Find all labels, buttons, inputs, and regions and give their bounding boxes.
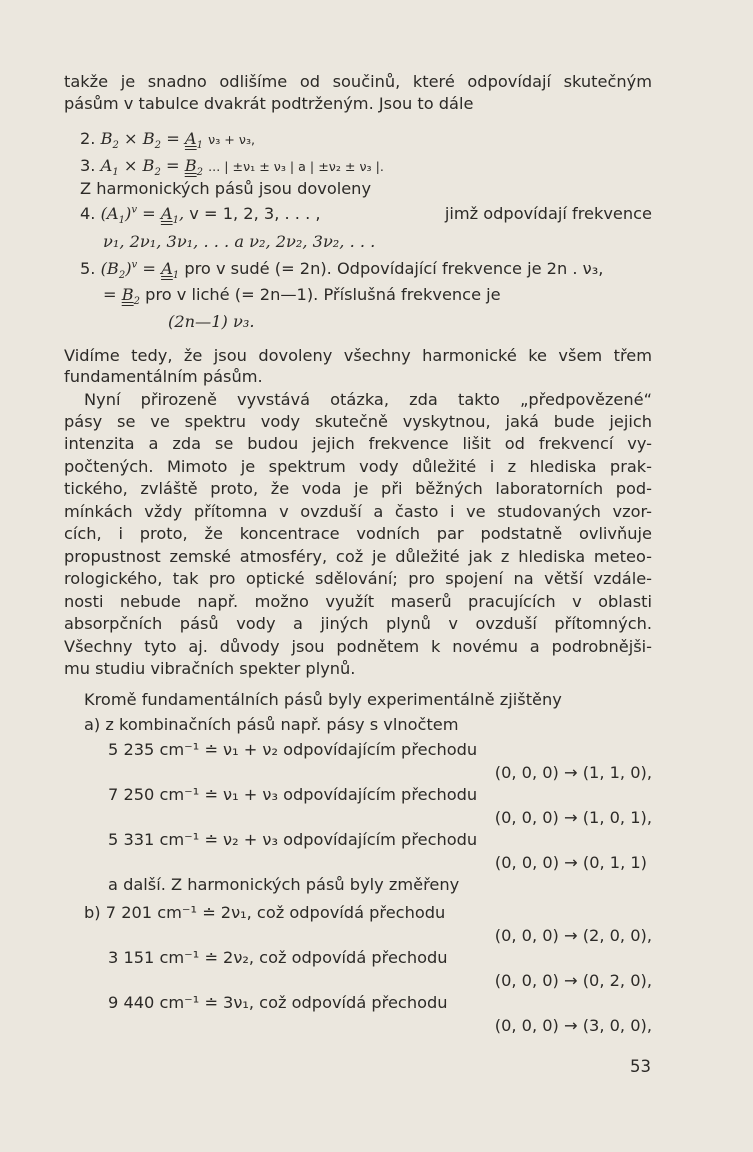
para3: Kromě fundamentálních pásů byly experimentálně zjištěny xyxy=(84,690,562,709)
para2-line: cích, i proto, že koncentrace vodních par podstatně ovlivňuje xyxy=(64,524,652,543)
item-a-label: a) xyxy=(84,715,101,734)
para2-line: Všechny tyto aj. důvody jsou podnětem k novému a podrobnějši- xyxy=(64,637,652,656)
item-b-entry-1-text: 7 201 cm⁻¹ ≐ 2ν₁, což odpovídá přechodu xyxy=(105,903,446,922)
item-a-transition-1: (0, 0, 0) → (1, 1, 0), xyxy=(494,763,652,782)
para2-line: mu studiu vibračních spekter plynů. xyxy=(64,659,356,678)
rule-4-text: jimž odpovídají frekvence xyxy=(444,204,652,223)
item-a-transition-3: (0, 0, 0) → (0, 1, 1) xyxy=(494,853,647,872)
rule-5-text-1: pro v sudé (= 2n). Odpovídající frekvence je 2n . ν₃, xyxy=(184,259,604,278)
rule-2-number: 2. xyxy=(80,129,96,148)
item-a-closing: a další. Z harmonických pásů byly změřeny xyxy=(108,875,460,894)
para2-line: tického, zvláště proto, že voda je při běžných laboratorních pod- xyxy=(64,479,652,498)
item-b-entry-3: 9 440 cm⁻¹ ≐ 3ν₁, což odpovídá přechodu xyxy=(108,993,448,1012)
item-b-transition-1: (0, 0, 0) → (2, 0, 0), xyxy=(494,926,652,945)
rule-5-line-1 xyxy=(80,258,652,282)
para2-line: nosti nebude např. možno využít maserů pracujících v oblasti xyxy=(64,592,652,611)
item-b-transition-3: (0, 0, 0) → (3, 0, 0), xyxy=(494,1016,652,1035)
rule-2-tail: ν₃ + ν₃, xyxy=(208,132,256,147)
rule-5-text-2: pro v liché (= 2n—1). Příslušná frekvence je xyxy=(145,285,501,304)
item-a-text: z kombinačních pásů např. pásy s vlnočtem xyxy=(105,715,459,734)
harmonic-heading: Z harmonických pásů jsou dovoleny xyxy=(80,179,372,198)
para2-line: Nyní přirozeně vyvstává otázka, zda takto „předpovězené“ xyxy=(84,390,652,409)
rule-5-number: 5. xyxy=(80,259,96,278)
item-a-entry-3: 5 331 cm⁻¹ ≐ ν₂ + ν₃ odpovídajícím přechodu xyxy=(108,830,478,849)
para2-line: rologického, tak pro optické sdělování; pro spojení na větší vzdále- xyxy=(64,569,652,588)
rule-5-line-3: (2n—1) ν₃. xyxy=(168,312,255,331)
rule-2-formula: $B_2 \times B_2 = A_1$ xyxy=(100,129,204,152)
item-a-heading xyxy=(84,714,459,735)
para2-line: propustnost zemské atmosféry, což je důležité jak z hlediska meteo- xyxy=(64,547,652,566)
item-b-entry-1 xyxy=(84,902,445,923)
rule-4-number: 4. xyxy=(80,204,96,223)
rule-3-formula: $A_1 \times B_2 = B_2$ xyxy=(100,156,204,179)
intro-line-1: takže je snadno odlišíme od součinů, které odpovídají skutečným xyxy=(64,72,652,91)
item-b-label: b) xyxy=(84,903,101,922)
rule-3-tail: ... | ±ν₁ ± ν₃ | a | ±ν₂ ± ν₃ |. xyxy=(208,159,384,174)
item-a-transition-2: (0, 0, 0) → (1, 0, 1), xyxy=(494,808,652,827)
rule-3 xyxy=(80,155,384,177)
rule-4-frequencies: ν₁, 2ν₁, 3ν₁, . . . a ν₂, 2ν₂, 3ν₂, . . . xyxy=(103,232,376,251)
item-b-entry-2: 3 151 cm⁻¹ ≐ 2ν₂, což odpovídá přechodu xyxy=(108,948,448,967)
para2-line: intenzita a zda se budou jejich frekvence lišit od frekvencí vy- xyxy=(64,434,652,453)
para2-line: mínkách vždy přítomna v ovzduší a často i ve studovaných vzor- xyxy=(64,502,652,521)
item-a-entry-2: 7 250 cm⁻¹ ≐ ν₁ + ν₃ odpovídajícím přechodu xyxy=(108,785,478,804)
rule-5-formula: $(B_2)^v = A_1$ xyxy=(100,259,180,282)
para1-line-1: Vidíme tedy, že jsou dovoleny všechny harmonické ke všem třem xyxy=(64,346,652,365)
item-a-entry-1: 5 235 cm⁻¹ ≐ ν₁ + ν₂ odpovídajícím přechodu xyxy=(108,740,478,759)
item-b-transition-2: (0, 0, 0) → (0, 2, 0), xyxy=(494,971,652,990)
intro-line-2: pásům v tabulce dvakrát podtrženým. Jsou to dále xyxy=(64,94,474,113)
rule-4-formula: $(A_1)^v = A_1$, xyxy=(100,204,185,227)
para2-line: počtených. Mimoto je spektrum vody důležité i z hlediska prak- xyxy=(64,457,652,476)
para2-line: absorpčních pásů vody a jiných plynů v ovzduší přítomných. xyxy=(64,614,652,633)
rule-5-line-2 xyxy=(103,284,652,308)
rule-2 xyxy=(80,128,255,150)
rule-4-condition: v = 1, 2, 3, . . . , xyxy=(189,204,321,223)
rule-3-number: 3. xyxy=(80,156,96,175)
rule-4 xyxy=(80,203,652,227)
para2-line: pásy se ve spektru vody skutečně vyskytnou, jaká bude jejich xyxy=(64,412,652,431)
para1-line-2: fundamentálním pásům. xyxy=(64,367,263,386)
rule-5-formula-2: = $B_2$ xyxy=(103,285,141,308)
page-number: 53 xyxy=(630,1057,651,1076)
